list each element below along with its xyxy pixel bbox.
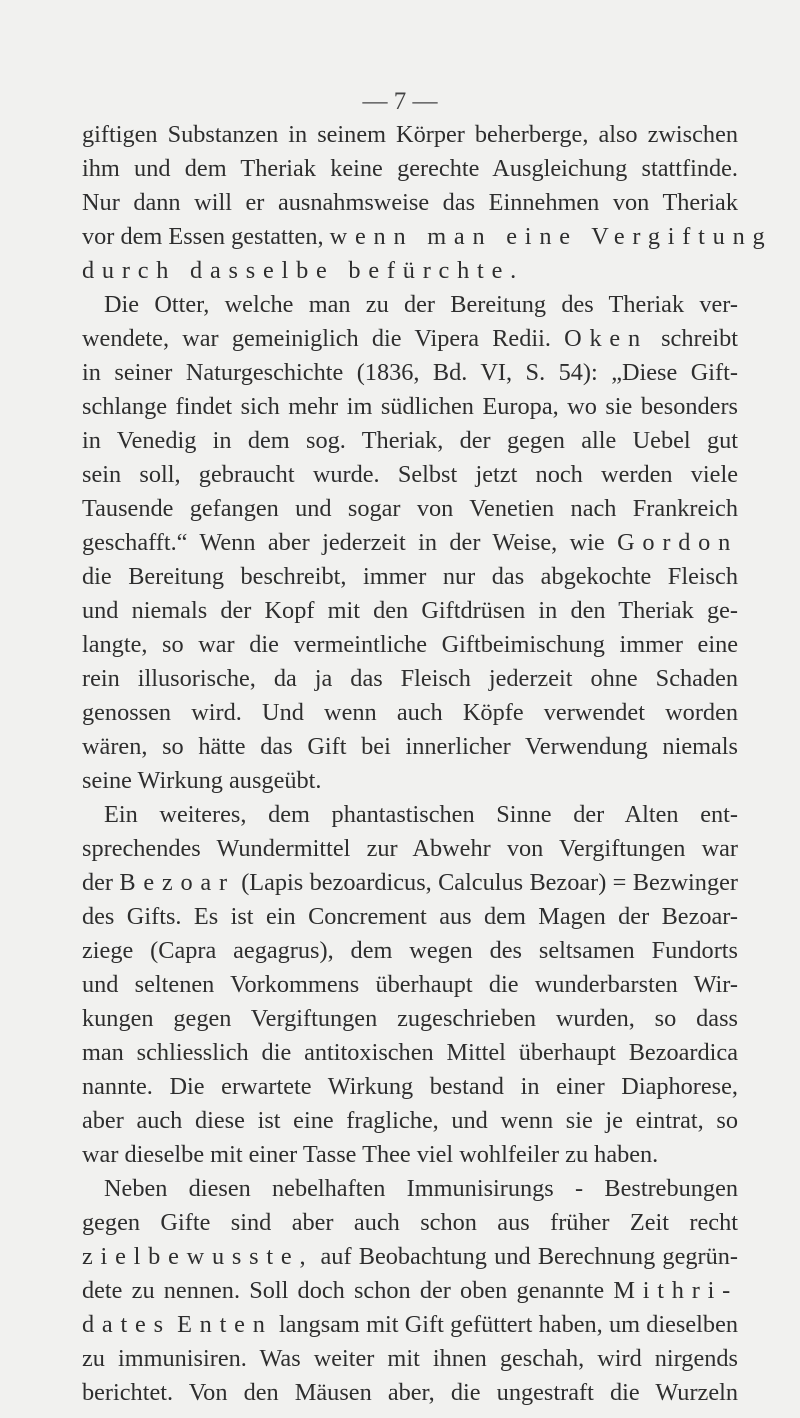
- text-line: [82, 934, 738, 968]
- text-segment: man schliesslich die antitoxischen Mittel überhaupt Bezoardica: [82, 1039, 738, 1066]
- text-line: [82, 1274, 738, 1308]
- spaced-emphasis: zielbewusste,: [82, 1243, 314, 1270]
- text-segment: auf Beobachtung und Berechnung gegrün-: [313, 1243, 738, 1270]
- text-segment: langte, so war die vermeintliche Giftbeimischung immer eine: [82, 631, 738, 658]
- text-segment: genossen wird. Und wenn auch Köpfe verwendet worden: [82, 699, 738, 726]
- text-segment: ihm und dem Theriak keine gerechte Ausgleichung stattfinde.: [82, 155, 738, 182]
- text-line: [82, 1104, 738, 1138]
- text-segment: giftigen Substanzen in seinem Körper beherberge, also zwischen: [82, 121, 738, 148]
- text-segment: dete zu nennen. Soll doch schon der oben genannte: [82, 1277, 614, 1304]
- text-segment: gegen Gifte sind aber auch schon aus früher Zeit recht: [82, 1209, 738, 1236]
- text-line: [82, 526, 738, 560]
- text-segment: die Bereitung beschreibt, immer nur das abgekochte Fleisch: [82, 563, 738, 590]
- text-segment: in seiner Naturgeschichte (1836, Bd. VI, S. 54): „Diese Gift-: [82, 359, 738, 386]
- text-line: [82, 628, 738, 662]
- text-segment: nannte. Die erwartete Wirkung bestand in einer Diaphorese,: [82, 1073, 738, 1100]
- spaced-emphasis: Enten: [177, 1311, 273, 1338]
- text-line: [82, 254, 738, 288]
- text-line: [82, 900, 738, 934]
- text-line: [82, 1070, 738, 1104]
- spaced-emphasis: Gordon: [617, 529, 738, 556]
- spaced-emphasis: wenn man eine Vergiftung: [329, 223, 773, 250]
- text-line: [82, 1172, 738, 1206]
- text-line: [82, 118, 738, 152]
- text-line: [82, 1308, 738, 1342]
- text-line: [82, 832, 738, 866]
- text-segment: wendete, war gemeiniglich die Vipera Redii.: [82, 325, 565, 352]
- text-segment: langsam mit Gift gefüttert haben, um dieselben: [272, 1311, 739, 1338]
- text-line: [82, 560, 738, 594]
- text-line: [82, 1036, 738, 1070]
- text-line: [82, 1376, 738, 1410]
- text-line: [82, 798, 738, 832]
- text-segment: seine Wirkung ausgeübt.: [82, 767, 322, 794]
- text-segment: schreibt: [647, 325, 738, 352]
- text-line: [82, 288, 738, 322]
- body-text: [82, 118, 773, 1410]
- text-segment: in Venedig in dem sog. Theriak, der gegen alle Uebel gut: [82, 427, 738, 454]
- text-line: [82, 424, 738, 458]
- text-segment: Tausende gefangen und sogar von Venetien nach Frankreich: [82, 495, 738, 522]
- text-line: [82, 1206, 738, 1240]
- text-line: [82, 1342, 738, 1376]
- text-line: [82, 458, 738, 492]
- text-segment: berichtet. Von den Mäusen aber, die ungestraft die Wurzeln: [82, 1379, 738, 1406]
- text-line: [82, 492, 738, 526]
- text-line: [82, 594, 738, 628]
- text-segment: war dieselbe mit einer Tasse Thee viel wohlfeiler zu haben.: [82, 1141, 659, 1168]
- text-segment: Nur dann will er ausnahmsweise das Einnehmen von Theriak: [82, 189, 738, 216]
- text-line: [82, 662, 738, 696]
- text-segment: sprechendes Wundermittel zur Abwehr von Vergiftungen war: [82, 835, 738, 862]
- text-line: [82, 356, 738, 390]
- text-line: [82, 390, 738, 424]
- text-line: [82, 1240, 738, 1274]
- text-segment: zu immunisiren. Was weiter mit ihnen geschah, wird nirgends: [82, 1345, 738, 1372]
- text-segment: wären, so hätte das Gift bei innerlicher Verwendung niemals: [82, 733, 738, 760]
- text-line: [82, 764, 738, 798]
- text-segment: kungen gegen Vergiftungen zugeschrieben wurden, so dass: [82, 1005, 738, 1032]
- spaced-emphasis: durch dasselbe befürchte.: [82, 257, 524, 284]
- text-segment: rein illusorische, da ja das Fleisch jederzeit ohne Schaden: [82, 665, 738, 692]
- text-line: [82, 1002, 738, 1036]
- text-line: [82, 220, 773, 254]
- text-line: [82, 152, 738, 186]
- text-segment: ziege (Capra aegagrus), dem wegen des seltsamen Fundorts: [82, 937, 738, 964]
- text-line: [82, 186, 738, 220]
- text-segment: schlange findet sich mehr im südlichen Europa, wo sie besonders: [82, 393, 738, 420]
- text-segment: und niemals der Kopf mit den Giftdrüsen in den Theriak ge-: [82, 597, 738, 624]
- text-segment: aber auch diese ist eine fragliche, und wenn sie je eintrat, so: [82, 1107, 738, 1134]
- text-segment: des Gifts. Es ist ein Concrement aus dem Magen der Bezoar-: [82, 903, 738, 930]
- text-segment: sein soll, gebraucht wurde. Selbst jetzt noch werden viele: [82, 461, 738, 488]
- text-segment: vor dem Essen gestatten,: [82, 223, 330, 250]
- text-segment: Neben diesen nebelhaften Immunisirungs - Bestrebungen: [104, 1175, 738, 1202]
- text-segment: geschafft.“ Wenn aber jederzeit in der Weise, wie: [82, 529, 618, 556]
- text-segment: (Lapis bezoardicus, Calculus Bezoar) = Bezwinger: [234, 869, 738, 896]
- text-line: [82, 322, 738, 356]
- text-line: [82, 730, 738, 764]
- spaced-emphasis: Bezoar: [119, 869, 235, 896]
- spaced-emphasis: Oken: [564, 325, 648, 352]
- text-line: [82, 696, 738, 730]
- page-number: — 7 —: [362, 88, 438, 115]
- spaced-emphasis: Mithri-: [613, 1277, 738, 1304]
- text-segment: und seltenen Vorkommens überhaupt die wunderbarsten Wir-: [82, 971, 738, 998]
- text-line: [82, 968, 738, 1002]
- text-line: [82, 866, 738, 900]
- text-segment: der: [82, 869, 120, 896]
- text-line: [82, 1138, 738, 1172]
- text-segment: Ein weiteres, dem phantastischen Sinne der Alten ent-: [104, 801, 738, 828]
- text-segment: Die Otter, welche man zu der Bereitung des Theriak ver-: [104, 291, 738, 318]
- spaced-emphasis: dates: [82, 1311, 171, 1338]
